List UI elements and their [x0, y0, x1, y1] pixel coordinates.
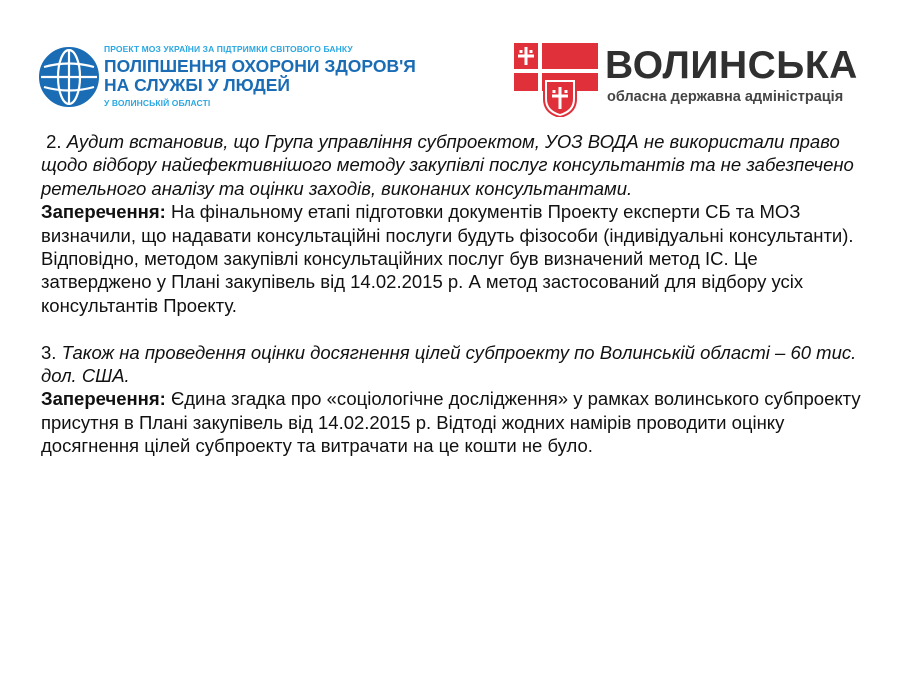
item-3-objection [41, 387, 861, 457]
oblast-subtitle: обласна державна адміністрація [607, 89, 844, 105]
project-title-block [104, 44, 416, 108]
world-bank-globe-icon [38, 46, 100, 108]
item-2-statement [41, 130, 861, 200]
objection-label: Заперечення: [41, 201, 166, 223]
project-title-line1: ПОЛІПШЕННЯ ОХОРОНИ ЗДОРОВ'Я [104, 56, 416, 76]
item-statement-text: Аудит встановив, що Група управління субпроектом, УОЗ ВОДА не використали право щодо відбору найефективнішого методу закупівлі послуг консультантів та не забезпечено ретельного аналізу та оцінки заходів, виконаних консультантами. [41, 131, 854, 199]
item-2-objection [41, 200, 861, 317]
objection-text: Єдина згадка про «соціологічне дослідження» у рамках волинського субпроекту присутня в Плані закупівель від 14.02.2015 р. Відтоді жодних намірів проводити оцінку досягнення цілей субпроекту та витрачати на це кошти не було. [41, 388, 861, 457]
item-number: 2. [46, 131, 62, 152]
volyn-emblem-icon [514, 43, 598, 117]
objection-text: На фінальному етапі підготовки документів Проекту експерти СБ та МОЗ визначили, що надавати консультаційні послуги будуть фізособи (індивідуальні консультанти). Відповідно, методом закупівлі консультаційних послуг був визначений метод ІС. Це затверджено у Плані закупівель від 14.02.2015 р. А метод застосований для відбору усіх консультантів Проекту. [41, 201, 854, 316]
item-number: 3. [41, 341, 57, 363]
project-title-line2: НА СЛУЖБІ У ЛЮДЕЙ [104, 75, 290, 95]
item-3-statement [41, 341, 861, 388]
oblast-name: ВОЛИНСЬКА [605, 44, 858, 87]
project-subtitle: ПРОЕКТ МОЗ УКРАЇНИ ЗА ПІДТРИМКИ СВІТОВОГО БАНКУ [104, 44, 353, 54]
objection-label: Заперечення: [41, 388, 166, 410]
project-region: У ВОЛИНСЬКІЙ ОБЛАСТІ [104, 98, 211, 108]
item-statement-text: Також на проведення оцінки досягнення цілей субпроекту по Волинській області – 60 тис. дол. США. [41, 341, 857, 387]
slide-body [41, 130, 861, 458]
